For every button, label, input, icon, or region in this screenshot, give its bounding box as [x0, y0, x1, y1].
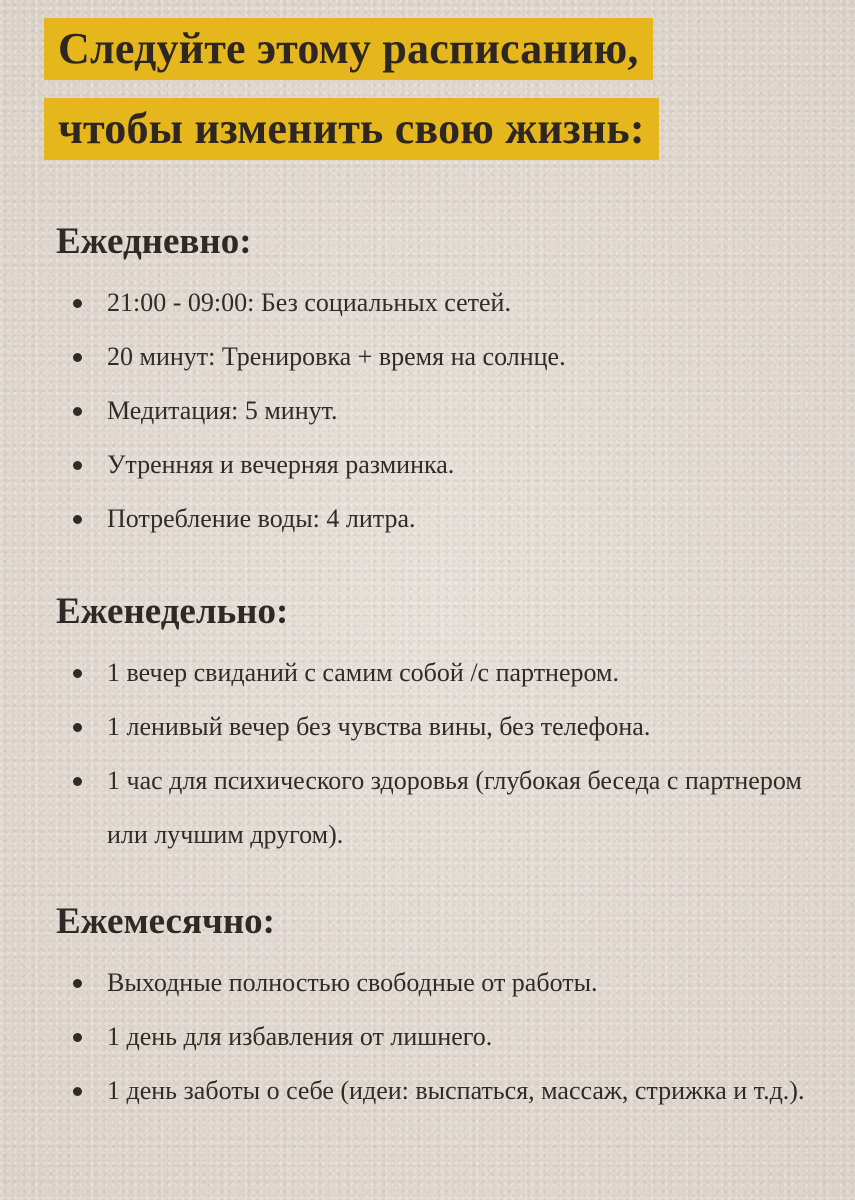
- list-item: [56, 956, 836, 1010]
- title-line-2: чтобы изменить свою жизнь:: [44, 98, 659, 160]
- bullet-icon: [73, 299, 82, 308]
- bullet-icon: [73, 669, 82, 678]
- list-item-text: Медитация: 5 минут.: [107, 396, 338, 425]
- section-weekly: [56, 588, 836, 862]
- title-line-1: Следуйте этому расписанию,: [44, 18, 653, 80]
- list-item: [56, 384, 836, 438]
- list-item: [56, 700, 836, 754]
- bullet-icon: [73, 1087, 82, 1096]
- bullet-icon: [73, 515, 82, 524]
- section-heading-monthly: Ежемесячно:: [56, 901, 275, 942]
- list-item-text: Потребление воды: 4 литра.: [107, 504, 416, 533]
- list-item-text: 1 вечер свиданий с самим собой /с партнером.: [107, 658, 619, 687]
- section-monthly: [56, 898, 836, 1118]
- bullet-icon: [73, 979, 82, 988]
- monthly-list: [56, 956, 836, 1118]
- list-item: [56, 1064, 836, 1118]
- weekly-list: [56, 646, 836, 862]
- title-block: [44, 18, 659, 160]
- list-item-text: 1 ленивый вечер без чувства вины, без телефона.: [107, 712, 651, 741]
- list-item: [56, 492, 836, 546]
- bullet-icon: [73, 1033, 82, 1042]
- list-item-text: 20 минут: Тренировка + время на солнце.: [107, 342, 566, 371]
- bullet-icon: [73, 777, 82, 786]
- list-item: [56, 646, 836, 700]
- list-item-text: 21:00 - 09:00: Без социальных сетей.: [107, 288, 511, 317]
- list-item-text: 1 день для избавления от лишнего.: [107, 1022, 493, 1051]
- bullet-icon: [73, 407, 82, 416]
- section-daily: [56, 218, 836, 546]
- list-item: [56, 438, 836, 492]
- list-item: [56, 754, 836, 862]
- list-item: [56, 330, 836, 384]
- list-item-text: Выходные полностью свободные от работы.: [107, 968, 598, 997]
- bullet-icon: [73, 723, 82, 732]
- daily-list: [56, 276, 836, 546]
- list-item-text: 1 час для психического здоровья (глубокая беседа с партнером или лучшим другом).: [107, 766, 802, 849]
- section-heading-daily: Ежедневно:: [56, 221, 252, 262]
- section-heading-weekly: Еженедельно:: [56, 591, 289, 632]
- list-item-text: Утренняя и вечерняя разминка.: [107, 450, 455, 479]
- list-item: [56, 1010, 836, 1064]
- list-item-text: 1 день заботы о себе (идеи: выспаться, массаж, стрижка и т.д.).: [107, 1076, 805, 1105]
- list-item: [56, 276, 836, 330]
- bullet-icon: [73, 353, 82, 362]
- bullet-icon: [73, 461, 82, 470]
